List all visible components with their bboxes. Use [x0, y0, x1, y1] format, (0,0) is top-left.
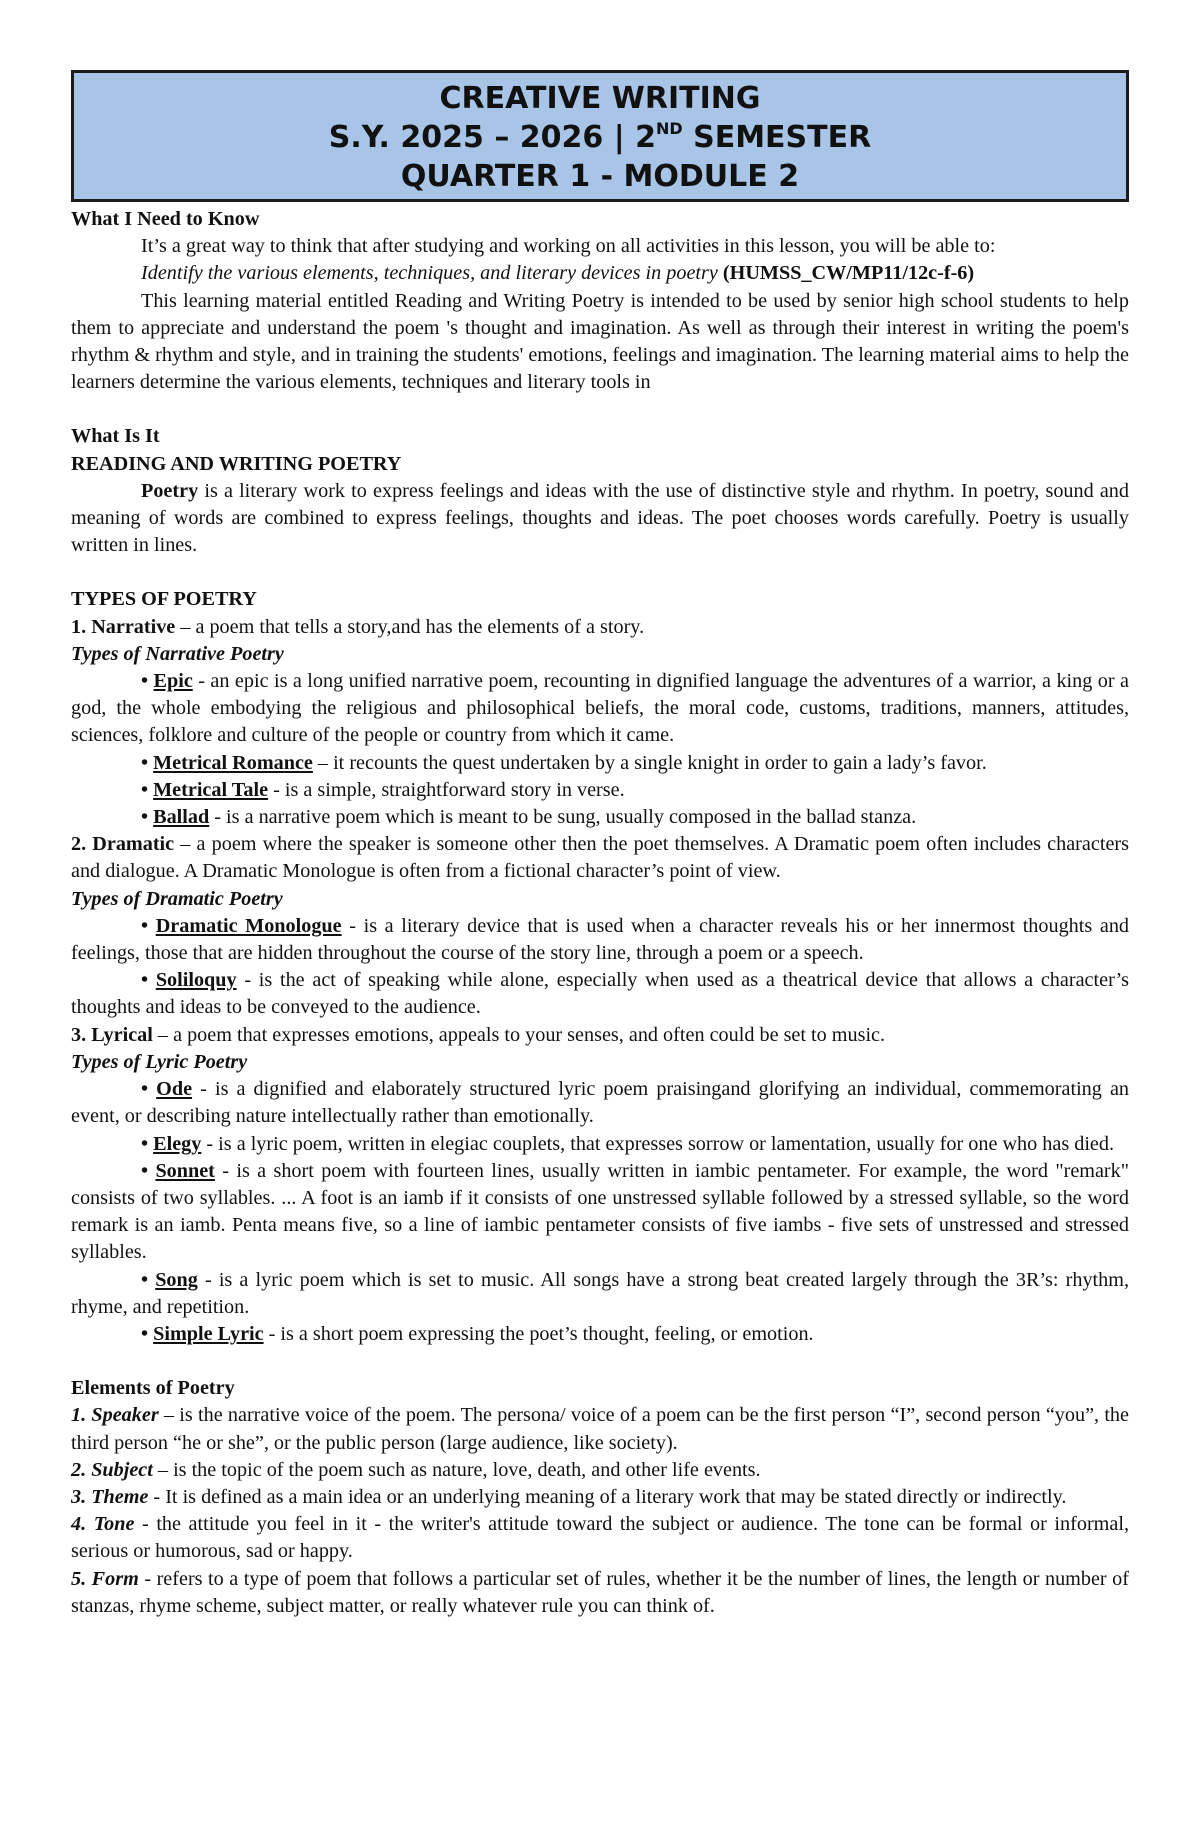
- list-item: • Metrical Romance – it recounts the quest undertaken by a single knight in order to gain a lady’s favor.: [141, 751, 987, 774]
- school-year-semester: S.Y. 2025 – 2026 | 2ND SEMESTER: [328, 119, 872, 155]
- list-item: • Metrical Tale - is a simple, straightforward story in verse.: [141, 778, 625, 801]
- module-header: [71, 70, 1129, 202]
- description-paragraph: This learning material entitled Reading and Writing Poetry is intended to be used by senior high school students to help them to appreciate and understand the poem 's thought and imagination. As well as through their interest in writing the poem's rhythm & rhythm and style, and in training the students' emotions, feelings and imagination. The learning material aims to help the learners determine the various elements, techniques and literary tools in: [71, 289, 1129, 394]
- list-item: • Epic - an epic is a long unified narrative poem, recounting in dignified language the adventures of a warrior, a king or a god, the whole embodying the religious and philosophical beliefs, the moral code, customs, traditions, manners, attitudes, sciences, folklore and culture of the people or country from which it came.: [71, 670, 1130, 747]
- list-item: • Ballad - is a narrative poem which is meant to be sung, usually composed in the ballad stanza.: [141, 806, 917, 829]
- list-item: • Simple Lyric - is a short poem expressing the poet’s thought, feeling, or emotion.: [141, 1322, 814, 1345]
- narrative-definition: 1. Narrative – a poem that tells a story,and has the elements of a story.: [71, 615, 645, 638]
- list-item: • Song - is a lyric poem which is set to music. All songs have a strong beat created largely through the 3R’s: rhythm, rhyme, and repetition.: [71, 1268, 1129, 1318]
- lyrical-definition: 3. Lyrical – a poem that expresses emotions, appeals to your senses, and often could be set to music.: [71, 1023, 886, 1046]
- list-item: 3. Theme - It is defined as a main idea or an underlying meaning of a literary work that may be stated directly or indirectly.: [71, 1485, 1067, 1508]
- list-item: • Dramatic Monologue - is a literary device that is used when a character reveals his or her innermost thoughts and feelings, those that are hidden throughout the course of the story line, through a poem or a speech.: [71, 914, 1130, 965]
- lyrical-types-list: [71, 1076, 1129, 1348]
- learning-objective: Identify the various elements, techniques, and literary devices in poetry (HUMSS_CW/MP11/12c-f-6): [141, 262, 975, 285]
- lyrical-types-heading: Types of Lyric Poetry: [71, 1050, 248, 1073]
- list-item: • Soliloquy - is the act of speaking while alone, especially when used as a theatrical device that allows a character’s thoughts and ideas to be conveyed to the audience.: [71, 969, 1130, 1019]
- types-of-poetry-heading: TYPES OF POETRY: [71, 588, 257, 611]
- reading-writing-poetry-heading: READING AND WRITING POETRY: [71, 452, 402, 475]
- list-item: • Elegy - is a lyric poem, written in elegiac couplets, that expresses sorrow or lamentation, usually for one who has died.: [141, 1132, 1115, 1155]
- elements-list: [71, 1402, 1129, 1620]
- module-content: [71, 206, 1129, 1620]
- elements-of-poetry-heading: Elements of Poetry: [71, 1377, 235, 1400]
- what-is-it-heading: What Is It: [71, 425, 160, 448]
- narrative-types-heading: Types of Narrative Poetry: [71, 642, 284, 665]
- narrative-types-list: [71, 668, 1129, 831]
- dramatic-types-heading: Types of Dramatic Poetry: [71, 887, 283, 910]
- dramatic-definition: 2. Dramatic – a poem where the speaker is someone other then the poet themselves. A Dramatic poem often includes characters and dialogue. A Dramatic Monologue is often from a fictional character’s point of view.: [71, 833, 1129, 883]
- list-item: 4. Tone - the attitude you feel in it - the writer's attitude toward the subject or audience. The tone can be formal or informal, serious or humorous, sad or happy.: [71, 1513, 1129, 1563]
- course-title: CREATIVE WRITING: [439, 81, 761, 116]
- list-item: 2. Subject – is the topic of the poem such as nature, love, death, and other life events.: [71, 1458, 761, 1481]
- poetry-definition: Poetry is a literary work to express feelings and ideas with the use of distinctive style and rhythm. In poetry, sound and meaning of words are combined to express feelings, thoughts and ideas. The poet chooses words carefully. Poetry is usually written in lines.: [71, 479, 1129, 557]
- dramatic-types-list: [71, 913, 1129, 1022]
- list-item: • Ode - is a dignified and elaborately structured lyric poem praisingand glorifying an individual, commemorating an event, or describing nature intellectually rather than emotionally.: [71, 1078, 1129, 1128]
- intro-paragraph: It’s a great way to think that after studying and working on all activities in this lesson, you will be able to:: [141, 235, 996, 258]
- list-item: • Sonnet - is a short poem with fourteen lines, usually written in iambic pentameter. For example, the word "remark" consists of two syllables. ... A foot is an iamb if it consists of one unstressed syllable followed by a stressed syllable, so the word remark is an iamb. Penta means five, so a line of iambic pentameter consists of five iambs - five sets of unstressed and stressed syllables.: [71, 1159, 1129, 1264]
- list-item: 1. Speaker – is the narrative voice of the poem. The persona/ voice of a poem can be the first person “I”, second person “you”, the third person “he or she”, or the public person (large audience, like society).: [71, 1404, 1129, 1454]
- what-i-need-to-know-heading: What I Need to Know: [71, 208, 260, 230]
- list-item: 5. Form - refers to a type of poem that follows a particular set of rules, whether it be the number of lines, the length or number of stanzas, rhyme scheme, subject matter, or really whatever rule you can think of.: [71, 1567, 1129, 1617]
- quarter-module: QUARTER 1 - MODULE 2: [400, 159, 800, 194]
